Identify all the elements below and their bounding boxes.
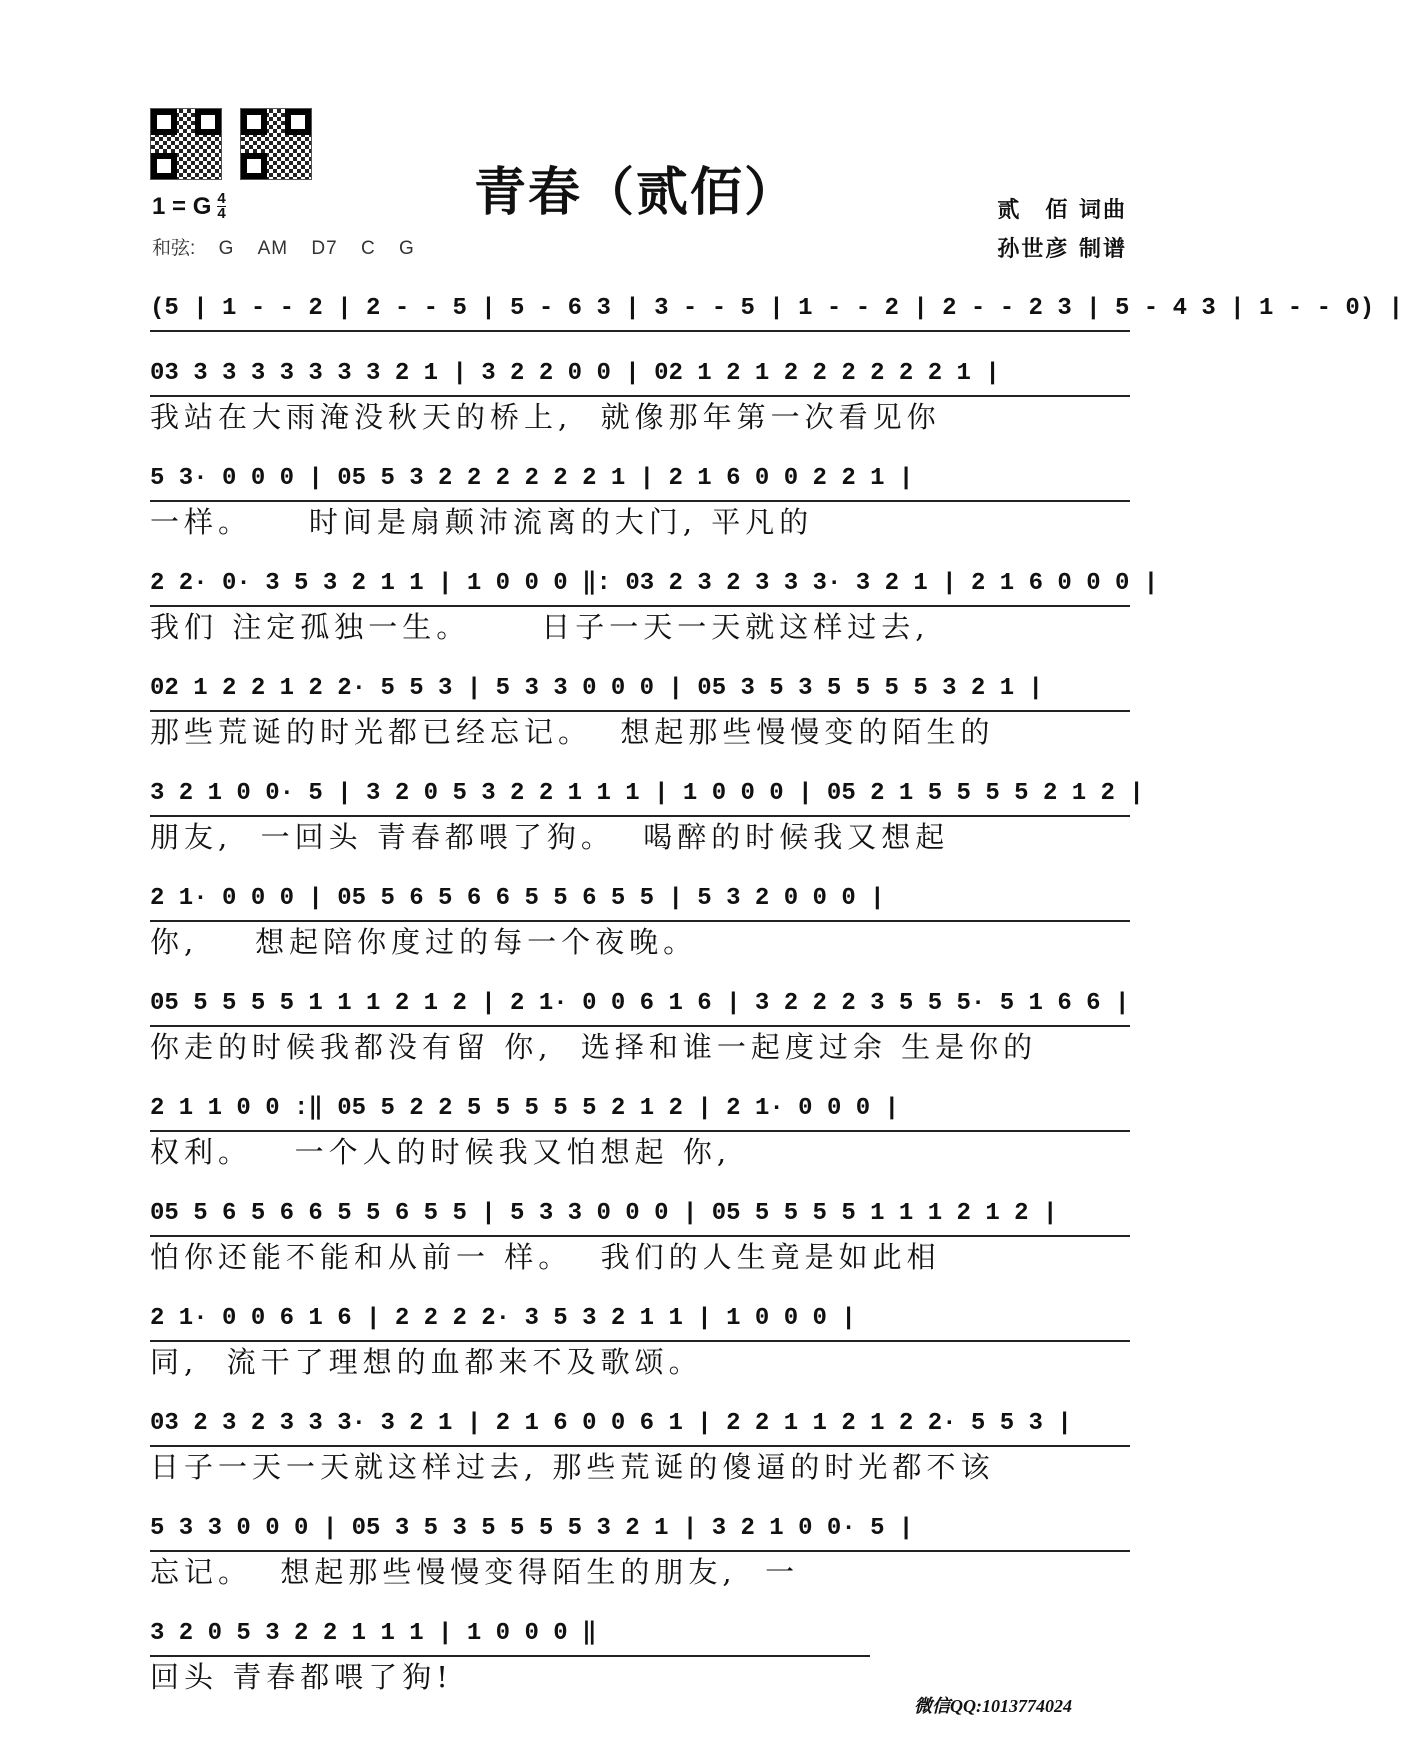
- lyrics-row: 回头 青春都喂了狗!: [150, 1660, 453, 1694]
- lyrics-row: 一样。 时间是扇颠沛流离的大门, 平凡的: [150, 505, 814, 539]
- notation-row: 2 2· 0· 3 5 3 2 1 1 | 1 0 0 0 ‖: 03 2 3 2 3 3 3· 3 2 1 | 2 1 6 0 0 0 |: [150, 567, 1130, 607]
- lyrics-row: 权利。 一个人的时候我又怕想起 你,: [150, 1135, 732, 1169]
- intro-line: [150, 292, 1403, 332]
- score-line-8: [150, 1092, 1130, 1174]
- chord: G: [399, 238, 415, 259]
- lyrics-row: 我站在大雨淹没秋天的桥上, 就像那年第一次看见你: [150, 400, 941, 434]
- notation-row: 03 2 3 2 3 3 3· 3 2 1 | 2 1 6 0 0 6 1 | 2 2 1 1 2 1 2 2· 5 5 3 |: [150, 1407, 1130, 1447]
- intro-notes: (5 | 1 - - 2 | 2 - - 5 | 5 - 6 3 | 3 - - 5 | 1 - - 2 | 2 - - 2 3 | 5 - 4 3 | 1 - - 0) |: [150, 292, 1130, 332]
- score-line-6: [150, 882, 1130, 964]
- notation-row: 3 2 0 5 3 2 2 1 1 1 | 1 0 0 0 ‖: [150, 1617, 870, 1657]
- score-line-7: [150, 987, 1130, 1069]
- credit-lyrics-music: 贰 佰 词曲: [997, 197, 1127, 223]
- chord: C: [360, 238, 376, 259]
- time-signature: [217, 192, 225, 221]
- time-sig-bottom: 4: [217, 205, 226, 222]
- score-line-3: [150, 567, 1159, 649]
- lyrics-row: 你走的时候我都没有留 你, 选择和谁一起度过余 生是你的: [150, 1030, 1038, 1064]
- score-line-13: [150, 1617, 870, 1699]
- lyrics-row: 忘记。 想起那些慢慢变得陌生的朋友, 一: [150, 1555, 800, 1589]
- chord: AM: [257, 238, 289, 259]
- lyrics-row: 你, 想起陪你度过的每一个夜晚。: [150, 925, 698, 959]
- contact-footer: 微信QQ:1013774024: [914, 1696, 1072, 1716]
- chord: G: [218, 238, 235, 259]
- notation-row: 2 1· 0 0 0 | 05 5 6 5 6 6 5 5 6 5 5 | 5 3 2 0 0 0 |: [150, 882, 1130, 922]
- notation-row: 05 5 5 5 5 1 1 1 2 1 2 | 2 1· 0 0 6 1 6 | 3 2 2 2 3 5 5 5· 5 1 6 6 |: [150, 987, 1130, 1027]
- notation-row: 02 1 2 2 1 2 2· 5 5 3 | 5 3 3 0 0 0 | 05 3 5 3 5 5 5 5 3 2 1 |: [150, 672, 1130, 712]
- notation-row: 5 3· 0 0 0 | 05 5 3 2 2 2 2 2 2 1 | 2 1 6 0 0 2 2 1 |: [150, 462, 1130, 502]
- chord: D7: [311, 238, 338, 259]
- chords-label: 和弦:: [152, 238, 196, 259]
- lyrics-row: 怕你还能不能和从前一 样。 我们的人生竟是如此相: [150, 1240, 941, 1274]
- credit-score: 孙世彦 制谱: [997, 236, 1127, 262]
- chords-row: [152, 233, 415, 260]
- lyrics-row: 那些荒诞的时光都已经忘记。 想起那些慢慢变的陌生的: [150, 715, 995, 749]
- score-line-12: [150, 1512, 1130, 1594]
- score-line-2: [150, 462, 1130, 544]
- notation-row: 03 3 3 3 3 3 3 3 2 1 | 3 2 2 0 0 | 02 1 2 1 2 2 2 2 2 2 1 |: [150, 357, 1130, 397]
- time-sig-top: 4: [217, 190, 226, 207]
- score-line-5: [150, 777, 1144, 859]
- notation-row: 3 2 1 0 0· 5 | 3 2 0 5 3 2 2 1 1 1 | 1 0 0 0 | 05 2 1 5 5 5 5 2 1 2 |: [150, 777, 1130, 817]
- score-line-10: [150, 1302, 1130, 1384]
- lyrics-row: 朋友, 一回头 青春都喂了狗。 喝醉的时候我又想起: [150, 820, 950, 854]
- lyrics-row: 同, 流干了理想的血都来不及歌颂。: [150, 1345, 703, 1379]
- score-line-4: [150, 672, 1130, 754]
- score-line-11: [150, 1407, 1130, 1489]
- page-title: 青春（贰佰）: [473, 162, 798, 223]
- lyrics-row: 我们 注定孤独一生。 日子一天一天就这样过去,: [150, 610, 930, 644]
- key-signature: [152, 192, 226, 221]
- score-line-1: [150, 357, 1130, 439]
- notation-row: 05 5 6 5 6 6 5 5 6 5 5 | 5 3 3 0 0 0 | 05 5 5 5 5 1 1 1 2 1 2 |: [150, 1197, 1130, 1237]
- score-line-9: [150, 1197, 1130, 1279]
- notation-row: 2 1 1 0 0 :‖ 05 5 2 2 5 5 5 5 5 2 1 2 | 2 1· 0 0 0 |: [150, 1092, 1130, 1132]
- lyrics-row: 日子一天一天就这样过去, 那些荒诞的傻逼的时光都不该: [150, 1450, 995, 1484]
- notation-row: 5 3 3 0 0 0 | 05 3 5 3 5 5 5 5 3 2 1 | 3 2 1 0 0· 5 |: [150, 1512, 1130, 1552]
- key-label: 1 = G: [152, 192, 212, 220]
- notation-row: 2 1· 0 0 6 1 6 | 2 2 2 2· 3 5 3 2 1 1 | 1 0 0 0 |: [150, 1302, 1130, 1342]
